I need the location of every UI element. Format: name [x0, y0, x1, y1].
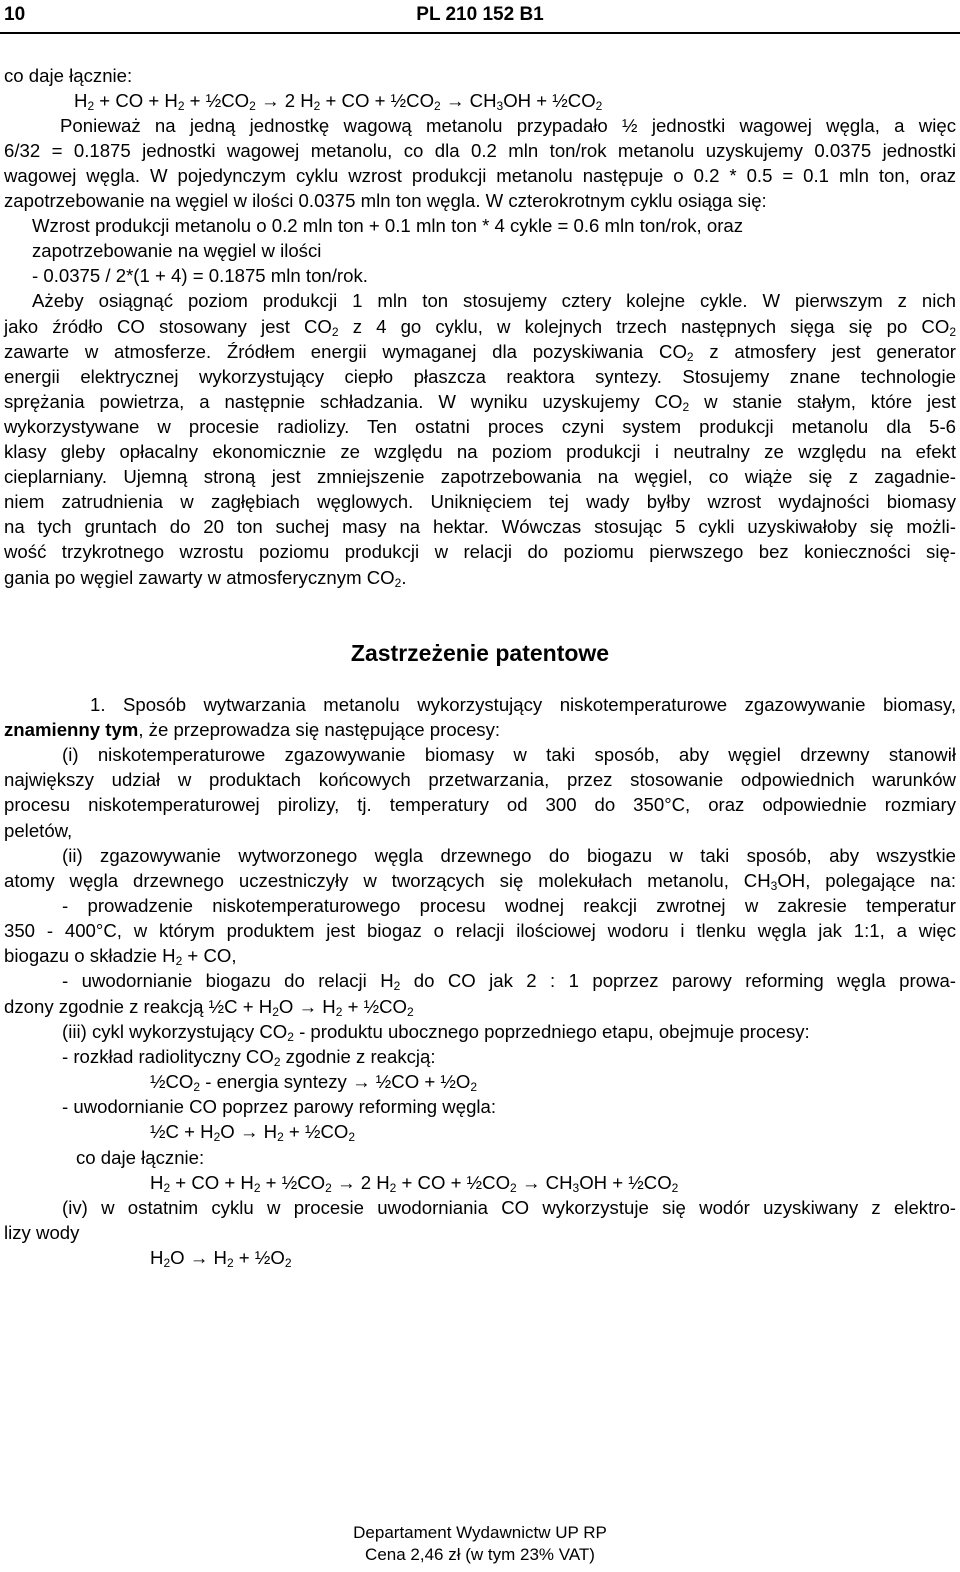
equation: ½C + $H_2O \to H_2$ + $\frac{1}{2}CO_2$ [150, 1121, 356, 1144]
text-line: sprężania powietrza, a następnie schładzania. W wyniku uzyskujemy $CO_2$ w stanie stałym, które jest [4, 391, 956, 414]
text-line: biogazu o składzie $H_2$ + CO, [4, 945, 237, 968]
equation: $H_2O \to H_2$ + $\frac{1}{2}O_2$ [150, 1247, 292, 1270]
text-line: - uwodornianie biogazu do relacji $H_2$ do CO jak 2 : 1 poprzez parowy reforming węgla prowa- [62, 970, 957, 993]
text-line: gania po węgiel zawarty w atmosferycznym $CO_2$. [4, 567, 407, 590]
equation: $H_2$ + CO + $H_2$ + $\frac{1}{2}CO_2 \to 2$ $H_2$ + CO + $\frac{1}{2}CO_2 \to CH_3OH$ + $\frac{1}{2}CO_2$ [150, 1172, 679, 1195]
equation: $\frac{1}{2}CO_2$ - energia syntezy → ½CO + $\frac{1}{2}O_2$ [150, 1071, 478, 1094]
text-line: klasy gleby opłacalny ekonomicznie ze względu na poziom produkcji i neutralny ze względu na efekt [4, 441, 956, 462]
text-line: co daje łącznie: [4, 65, 133, 86]
text-line: wagowej węgla. W pojedynczym cyklu wzrost produkcji metanolu następuje o 0.2 * 0.5 = 0.1 mln ton, oraz [4, 165, 956, 186]
claim-keyword: znamienny tym [4, 719, 139, 740]
text-line: - 0.0375 / 2*(1 + 4) = 0.1875 mln ton/rok. [32, 265, 368, 286]
text-line: - prowadzenie niskotemperaturowego procesu wodnej reakcji zwrotnej w zakresie temperatur [62, 895, 956, 916]
text-line: (i) niskotemperaturowe zgazowywanie biomasy w taki sposób, aby węgiel drzewny stanowił [62, 744, 956, 765]
text-line: Ażeby osiągnąć poziom produkcji 1 mln ton stosujemy cztery kolejne cykle. W pierwszym z nich [32, 290, 956, 311]
text-line: Ponieważ na jedną jednostkę wagową metanolu przypadało ½ jednostki wagowej węgla, a więc [60, 115, 956, 136]
text-line: (ii) zgazowywanie wytworzonego węgla drzewnego do biogazu w taki sposób, aby wszystkie [62, 845, 956, 866]
text-line: co daje łącznie: [76, 1147, 205, 1168]
patent-id: PL 210 152 B1 [416, 4, 544, 25]
text-line: niem zatrudnienia w zagłębiach węglowych. Uniknięciem tej wady byłby wzrost wydajności biomasy [4, 491, 956, 512]
text-line: cieplarniany. Ujemną stroną jest zmniejszenie zapotrzebowania na węgiel, co wiąże się z zagadnie- [4, 466, 956, 487]
text-line: energii elektrycznej wykorzystujący ciepło płaszcza reaktora syntezy. Stosujemy znane technologie [4, 366, 956, 387]
text-line: zawarte w atmosferze. Źródłem energii wymaganej dla pozyskiwania $CO_2$ z atmosfery jest generator [4, 341, 956, 364]
text-line: lizy wody [4, 1222, 80, 1243]
page-header [0, 2, 960, 34]
text-line: - uwodornianie CO poprzez parowy reforming węgla: [62, 1096, 497, 1117]
text-line: atomy węgla drzewnego uczestniczyły w tworzących się molekułach metanolu, $CH_3OH$, polegające na: [4, 870, 956, 893]
text-line: (iv) w ostatnim cyklu w procesie uwodorniania CO wykorzystuje się wodór uzyskiwany z elektro- [62, 1197, 956, 1218]
claim-keyword-rest: , że przeprowadza się następujące procesy: [138, 719, 501, 740]
page-number: 10 [4, 4, 26, 25]
text-line: peletów, [4, 820, 73, 841]
text-line: Wzrost produkcji metanolu o 0.2 mln ton + 0.1 mln ton * 4 cykle = 0.6 mln ton/rok, oraz [32, 215, 744, 236]
text-line: wykorzystywane w procesie radiolizy. Ten ostatni proces czyni system produkcji metanolu dla 5-6 [4, 416, 956, 437]
text-line: (iii) cykl wykorzystujący $CO_2$ - produktu ubocznego poprzedniego etapu, obejmuje procesy: [62, 1021, 810, 1044]
text-line: na tych gruntach do 20 ton suchej masy na hektar. Wówczas stosując 5 cykli uzyskiwałoby się możli- [4, 516, 956, 537]
equation: $H_2$ + CO + $H_2$ + $\frac{1}{2}CO_2 \to 2$ $H_2$ + CO + $\frac{1}{2}CO_2 \to CH_3OH$ + $\frac{1}{2}CO_2$ [74, 90, 603, 113]
text-line: - rozkład radiolityczny $CO_2$ zgodnie z reakcją: [62, 1046, 436, 1069]
section-title: Zastrzeżenie patentowe [350, 640, 610, 666]
text-line: wość trzykrotnego wzrostu poziomu produkcji w relacji do poziomu pierwszego bez konieczności się- [4, 541, 956, 562]
text-line: 350 - 400°C, w którym produktem jest biogaz o relacji ilościowej wodoru i tlenku węgla jak 1:1, a więc [4, 920, 956, 941]
footer-price: Cena 2,46 zł (w tym 23% VAT) [365, 1545, 595, 1564]
text-line: jako źródło CO stosowany jest $CO_2$ z 4 go cyklu, w kolejnych trzech następnych sięga się po $CO_2$ [4, 316, 956, 339]
text-line [4, 717, 956, 742]
text-line: procesu niskotemperaturowej pirolizy, tj. temperatury od 300 do 350°C, oraz odpowiednie rozmiary [4, 794, 956, 815]
text-line: zapotrzebowanie na węgiel w ilości [32, 240, 322, 261]
footer-publisher: Departament Wydawnictw UP RP [353, 1523, 607, 1542]
text-line: 1. Sposób wytwarzania metanolu wykorzystujący niskotemperaturowe zgazowywanie biomasy, [90, 694, 956, 715]
text-line: 6/32 = 0.1875 jednostki wagowej metanolu, co dla 0.2 mln ton/rok metanolu uzyskujemy 0.0375 jednostki [4, 140, 956, 161]
text-line: zapotrzebowanie na węgiel w ilości 0.0375 mln ton węgla. W czterokrotnym cyklu osiąga się: [4, 190, 767, 211]
text-line: dzony zgodnie z reakcją ½C + $H_2O \to H_2$ + $\frac{1}{2}CO_2$ [4, 996, 414, 1019]
text-line: największy udział w produktach końcowych przetwarzania, przez stosowanie odpowiednich warunków [4, 769, 956, 790]
